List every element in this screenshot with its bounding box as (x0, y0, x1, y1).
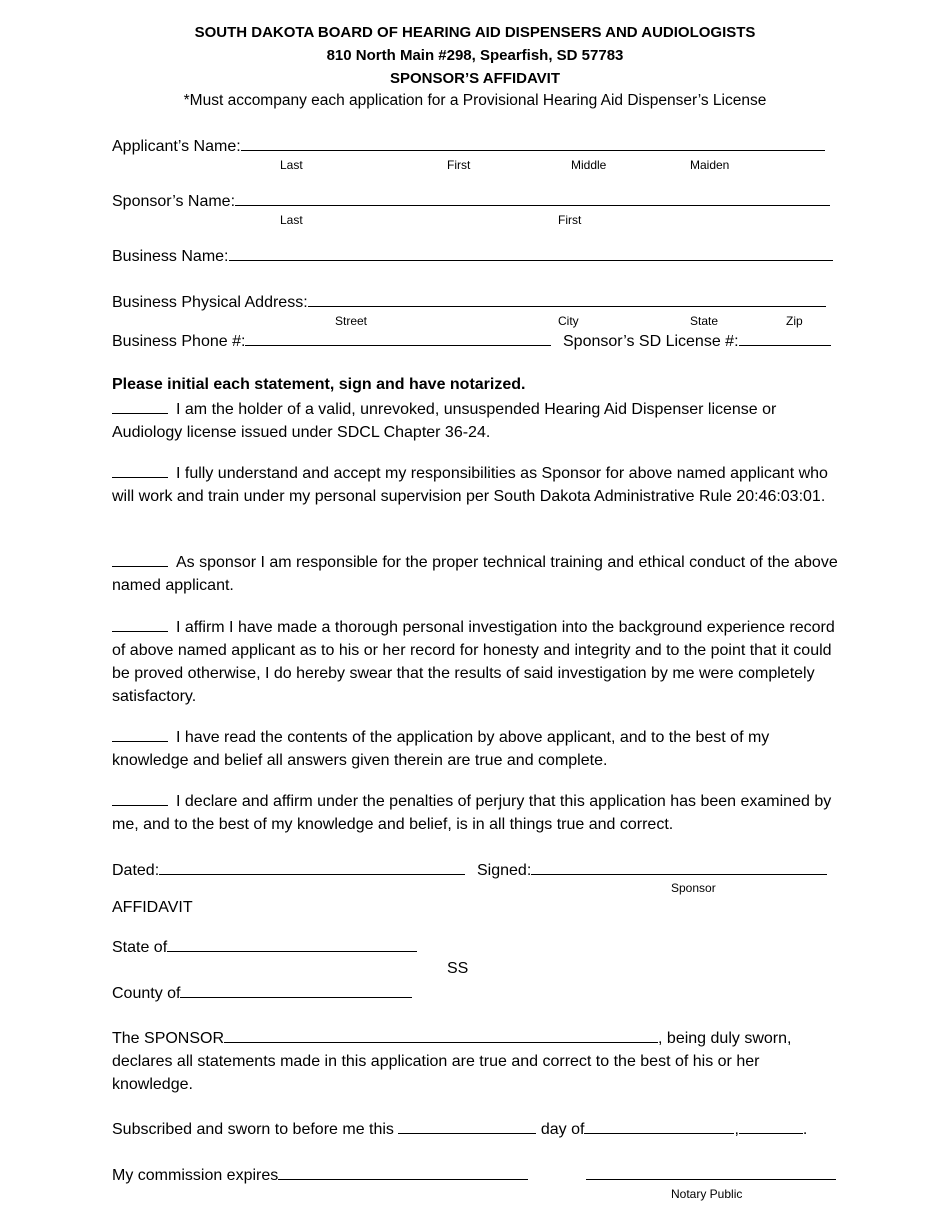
address-sub-zip: Zip (786, 314, 803, 328)
county-field[interactable] (180, 983, 412, 998)
state-row (112, 937, 417, 957)
applicant-sub-middle: Middle (571, 158, 607, 172)
day-of-label: day of (540, 1121, 585, 1138)
sponsor-name-row (112, 191, 830, 211)
org-name: SOUTH DAKOTA BOARD OF HEARING AID DISPENSERS AND AUDIOLOGISTS (194, 24, 756, 41)
statement-6-text: I declare and affirm under the penalties of perjury that this application has been examined by me, and to the best of my knowledge and belief, is in all things true and correct. (112, 793, 832, 833)
sponsor-sub-first: First (558, 213, 582, 227)
commission-label: My commission expires (112, 1167, 279, 1184)
applicant-name-label: Applicant’s Name: (112, 138, 241, 155)
form-title: SPONSOR’S AFFIDAVIT (389, 70, 560, 87)
commission-field[interactable] (278, 1165, 528, 1180)
sponsor-oath-field[interactable] (224, 1028, 658, 1043)
notary-signature-field[interactable] (586, 1165, 836, 1180)
applicant-sub-last: Last (280, 158, 303, 172)
statement-1 (112, 398, 840, 444)
business-name-row (112, 246, 833, 266)
statement-3 (112, 551, 840, 597)
business-phone-label: Business Phone #: (112, 333, 246, 350)
org-address: 810 North Main #298, Spearfish, SD 57783 (326, 47, 624, 64)
sponsor-name-field[interactable] (235, 191, 830, 206)
sponsor-name-label: Sponsor’s Name: (112, 193, 236, 210)
subscribed-period: . (802, 1121, 808, 1138)
commission-row (112, 1165, 528, 1185)
statement-4-text: I affirm I have made a thorough personal investigation into the background experience record of above named applicant as to his or her record for honesty and integrity and to the point that it could be proved otherwise, I do hereby swear that the results of said investigation by me were completely satisfactory. (112, 619, 835, 705)
business-name-label: Business Name: (112, 248, 229, 265)
state-label: State of (112, 939, 168, 956)
form-note: *Must accompany each application for a Provisional Hearing Aid Dispenser’s License (183, 92, 767, 109)
initial-field-4[interactable] (112, 617, 168, 632)
ss-label: SS (447, 960, 469, 977)
dated-row (112, 860, 465, 880)
subscribed-year-field[interactable] (739, 1119, 803, 1134)
county-row (112, 983, 412, 1003)
sponsor-sub-last: Last (280, 213, 303, 227)
signed-field[interactable] (531, 860, 827, 875)
statement-3-text: As sponsor I am responsible for the proper technical training and ethical conduct of the above named applicant. (112, 554, 838, 594)
business-phone-row (112, 331, 551, 351)
initial-field-3[interactable] (112, 552, 168, 567)
initial-field-1[interactable] (112, 399, 168, 414)
notary-signature-row (586, 1165, 836, 1185)
sponsor-oath-declaration: declares all statements made in this application are true and correct to the best of his or her knowledge. (112, 1053, 760, 1093)
instructions: Please initial each statement, sign and have notarized. (112, 376, 526, 393)
business-address-row (112, 292, 826, 312)
statement-4 (112, 616, 840, 708)
state-field[interactable] (167, 937, 417, 952)
notary-caption: Notary Public (671, 1187, 743, 1201)
sponsor-license-row (563, 331, 831, 351)
applicant-sub-first: First (447, 158, 471, 172)
statement-5-text: I have read the contents of the application by above applicant, and to the best of my knowledge and belief all answers given therein are true and complete. (112, 729, 770, 769)
address-sub-street: Street (335, 314, 368, 328)
sponsor-oath-prefix: The SPONSOR (112, 1030, 225, 1047)
business-name-field[interactable] (229, 246, 833, 261)
business-phone-field[interactable] (245, 331, 551, 346)
subscribed-day-field[interactable] (398, 1119, 536, 1134)
affidavit-heading: AFFIDAVIT (112, 899, 193, 916)
sponsor-license-label: Sponsor’s SD License #: (563, 333, 739, 350)
statement-5 (112, 726, 840, 772)
county-label: County of (112, 985, 181, 1002)
initial-field-2[interactable] (112, 463, 168, 478)
sponsor-oath-suffix: , being duly sworn, (658, 1030, 792, 1047)
address-sub-city: City (558, 314, 579, 328)
applicant-name-field[interactable] (241, 136, 825, 151)
statement-2 (112, 462, 840, 508)
address-sub-state: State (690, 314, 719, 328)
dated-label: Dated: (112, 862, 160, 879)
sponsor-license-field[interactable] (739, 331, 831, 346)
subscribed-row (112, 1119, 807, 1139)
business-address-field[interactable] (308, 292, 826, 307)
sponsor-oath (112, 1027, 840, 1096)
dated-field[interactable] (159, 860, 465, 875)
initial-field-6[interactable] (112, 791, 168, 806)
subscribed-month-field[interactable] (584, 1119, 734, 1134)
signed-label: Signed: (477, 862, 532, 879)
business-address-label: Business Physical Address: (112, 294, 308, 311)
subscribed-comma: , (734, 1121, 739, 1138)
signed-row (477, 860, 827, 880)
statement-6 (112, 790, 840, 836)
statement-2-text: I fully understand and accept my responsibilities as Sponsor for above named applicant who will work and train under my personal supervision per South Dakota Administrative Rule 20:46:03:01. (112, 465, 828, 505)
applicant-sub-maiden: Maiden (690, 158, 730, 172)
subscribed-label: Subscribed and sworn to before me this (112, 1121, 394, 1138)
applicant-name-row (112, 136, 825, 156)
initial-field-5[interactable] (112, 727, 168, 742)
sponsor-caption: Sponsor (671, 881, 716, 895)
statement-1-text: I am the holder of a valid, unrevoked, unsuspended Hearing Aid Dispenser license or Audiology license issued under SDCL Chapter 36-24. (112, 401, 777, 441)
